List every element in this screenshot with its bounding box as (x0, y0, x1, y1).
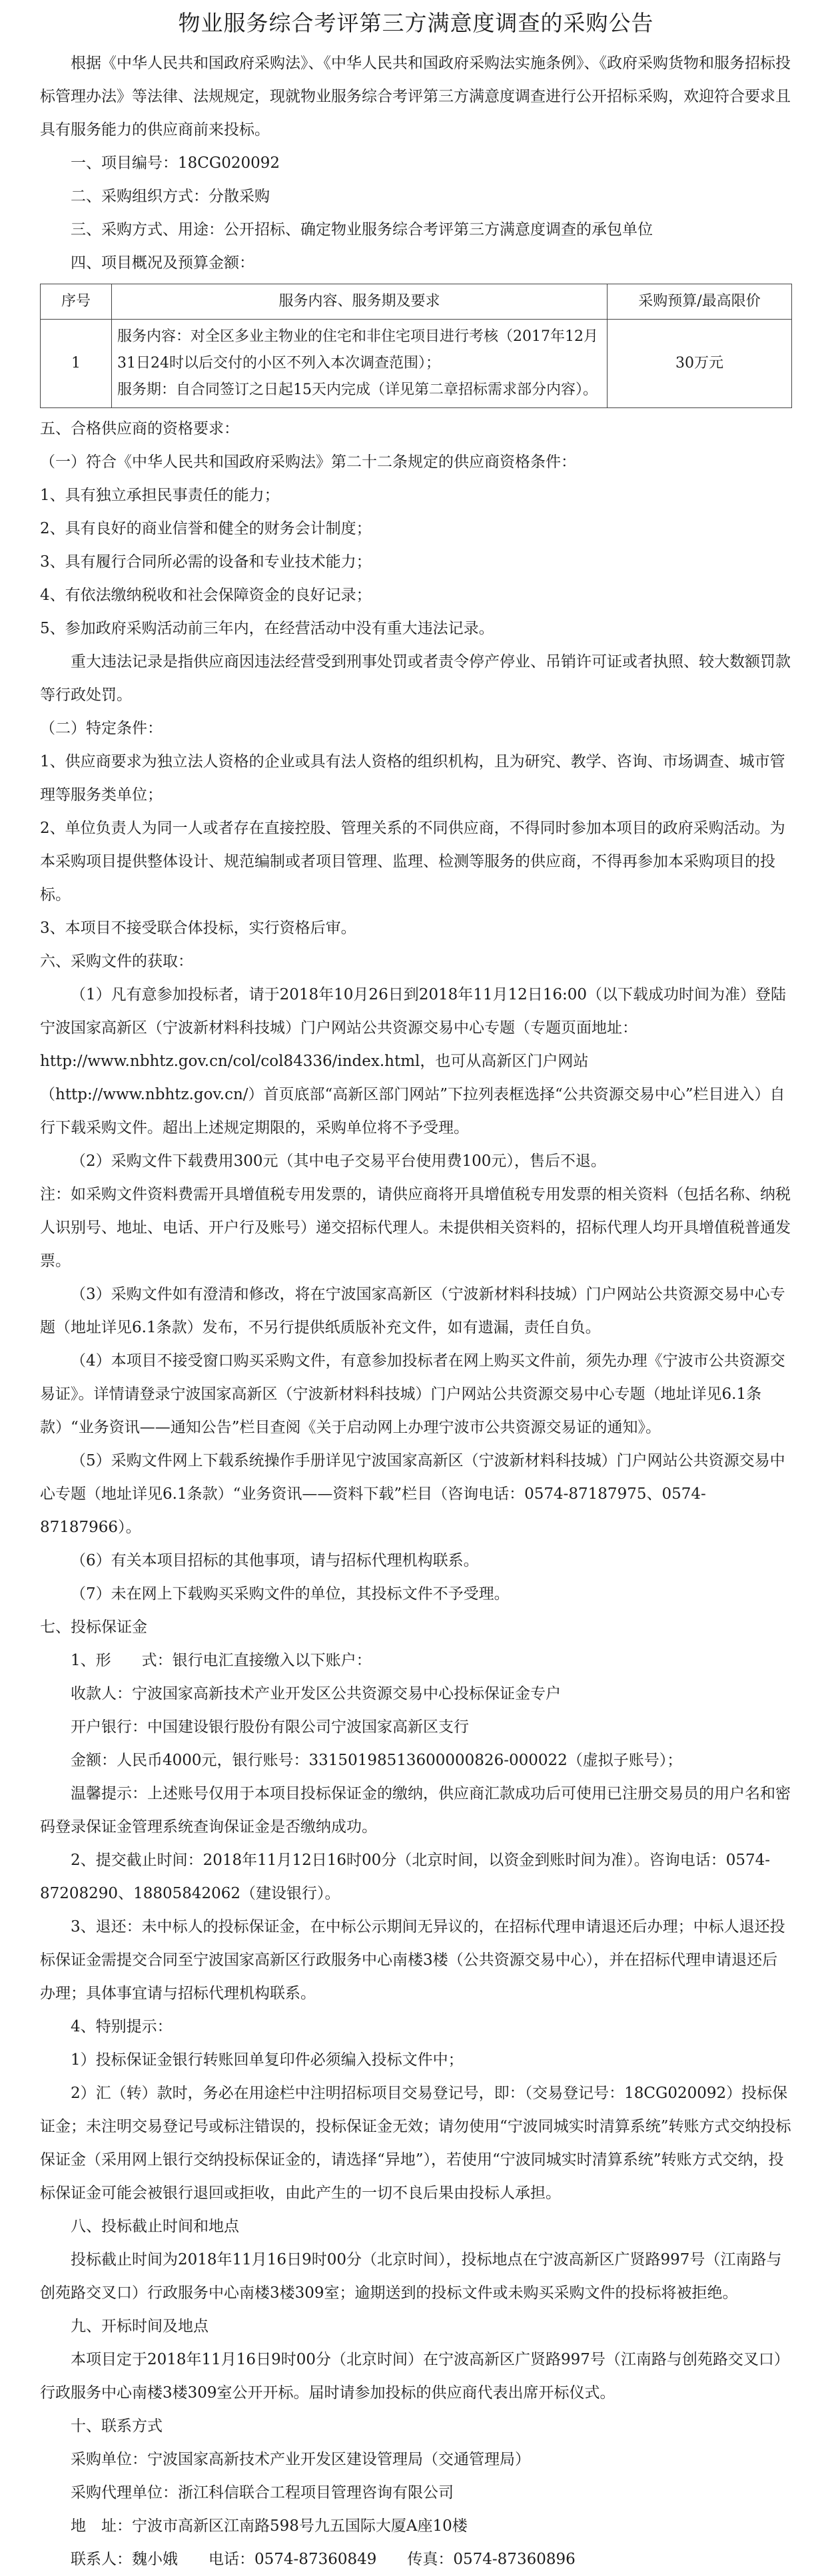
contact-agent: 采购代理单位：浙江科信联合工程项目管理咨询有限公司 (71, 2484, 454, 2501)
list-item: 2、单位负责人为同一人或者存在直接控股、管理关系的不同供应商，不得同时参加本项目的政府采购活动。为本采购项目提供整体设计、规范编制或者项目管理、监理、检测等服务的供应商，不得再参加本采购项目的投标。 (40, 820, 785, 903)
table-cell-seq: 1 (41, 320, 112, 408)
list-item: （4）本项目不接受窗口购买采购文件，有意参加投标者在网上购买文件前，须先办理《宁波市公共资源交易证》。详情请登录宁波国家高新区（宁波新材料科技城）门户网站公共资源交易中心专题（地址详见6.1条款）“业务资讯——通知公告”栏目查阅《关于启动网上办理宁波市公共资源交易证的通知》。 (40, 1352, 785, 1436)
list-item: 1、具有独立承担民事责任的能力； (40, 487, 280, 504)
bond-amount: 金额：人民币4000元，银行账号：33150198513600000826-000022（虚拟子账号）； (71, 1752, 683, 1769)
bond-tip: 温馨提示：上述账号仅用于本项目投标保证金的缴纳，供应商汇款成功后可使用已注册交易员的用户名和密码登录保证金管理系统查询保证金是否缴纳成功。 (40, 1785, 791, 1836)
section-qualification: 五、合格供应商的资格要求： (40, 420, 239, 437)
table-cell-price: 30万元 (608, 320, 792, 408)
section-procurement-organization: 二、采购组织方式：分散采购 (71, 188, 270, 205)
list-item: 2、具有良好的商业信誉和健全的财务会计制度； (40, 520, 372, 537)
list-item: （7）未在网上下载购买采购文件的单位，其投标文件不予受理。 (71, 1585, 510, 1603)
list-item: 2）汇（转）款时，务必在用途栏中注明招标项目交易登记号，即：（交易登记号：18CG020092）投标保证金；未注明交易登记号或标注错误的，投标保证金无效；请勿使用“宁波同城实时清算系统”转账方式交纳投标保证金（采用网上银行交纳投标保证金的，请选择“异地”），若使用“宁波同城实时清算系统”转账方式交纳，投标保证金可能会被银行退回或拒收，由此产生的一切不良后果由投标人承担。 (40, 2085, 791, 2202)
table-header-seq: 序号 (41, 284, 112, 320)
list-item: （6）有关本项目招标的其他事项，请与招标代理机构联系。 (71, 1552, 479, 1569)
table-cell-content-line: 服务期：自合同签订之日起15天内完成（详见第二章招标需求部分内容）。 (117, 382, 598, 398)
contact-purchaser: 采购单位：宁波国家高新技术产业开发区建设管理局（交通管理局） (71, 2451, 530, 2468)
bond-form: 1、形 式：银行电汇直接缴入以下账户： (71, 1652, 372, 1669)
bond-payee: 收款人：宁波国家高新技术产业开发区公共资源交易中心投标保证金专户 (71, 1685, 561, 1702)
section-procurement-method: 三、采购方式、用途：公开招标、确定物业服务综合考评第三方满意度调查的承包单位 (71, 221, 653, 238)
bond-refund: 3、退还：未中标人的投标保证金，在中标公示期间无异议的，在招标代理申请退还后办理；中标人退还投标保证金需提交合同至宁波国家高新区行政服务中心南楼3楼（公共资源交易中心），并在招标代理申请退还后办理；具体事宜请与招标代理机构联系。 (40, 1918, 785, 2002)
section-document-acquisition: 六、采购文件的获取： (40, 953, 193, 970)
note-paragraph: 重大违法记录是指供应商因违法经营受到刑事处罚或者责令停产停业、吊销许可证或者执照、较大数额罚款等行政处罚。 (40, 653, 791, 704)
list-item: 1）投标保证金银行转账回单复印件必须编入投标文件中； (71, 2051, 464, 2069)
subsection-specific-conditions: （二）特定条件： (40, 720, 163, 737)
budget-table (40, 284, 792, 408)
section-project-overview: 四、项目概况及预算金额： (71, 254, 254, 272)
table-row (41, 320, 792, 408)
table-header-row (41, 284, 792, 320)
list-item: （2）采购文件下载费用300元（其中电子交易平台使用费100元），售后不退。 (71, 1153, 606, 1170)
table-cell-content-line: 服务内容：对全区多业主物业的住宅和非住宅项目进行考核（2017年12月31日24时以后交付的小区不列入本次调查范围）； (117, 328, 598, 372)
list-item: 1、供应商要求为独立法人资格的企业或具有法人资格的组织机构，且为研究、教学、咨询、市场调查、城市管理等服务类单位； (40, 753, 785, 804)
table-cell-content (112, 320, 608, 408)
section-bid-bond: 七、投标保证金 (40, 1619, 147, 1636)
section-bid-opening: 九、开标时间及地点 (71, 2318, 208, 2335)
page-title: 物业服务综合考评第三方满意度调查的采购公告 (178, 10, 654, 36)
contact-address: 地 址：宁波市高新区江南路598号九五国际大厦A座10楼 (71, 2517, 468, 2535)
subsection-general-conditions: （一）符合《中华人民共和国政府采购法》第二十二条规定的供应商资格条件： (40, 453, 576, 471)
list-item: 4、有依法缴纳税收和社会保障资金的良好记录； (40, 587, 372, 604)
bond-deadline: 2、提交截止时间：2018年11月12日16时00分（北京时间，以资金到账时间为准）。咨询电话：0574-87208290、18805842062（建设银行）。 (40, 1852, 771, 1902)
list-item: 3、本项目不接受联合体投标，实行资格后审。 (40, 919, 356, 937)
list-item: （5）采购文件网上下载系统操作手册详见宁波国家高新区（宁波新材料科技城）门户网站公共资源交易中心专题（地址详见6.1条款）“业务资讯——资料下载”栏目（咨询电话：0574-87187975、0574-87187966）。 (40, 1452, 785, 1536)
document-body (0, 47, 832, 2576)
bid-opening-text: 本项目定于2018年11月16日9时00分（北京时间）在宁波高新区广贤路997号（江南路与创苑路交叉口）行政服务中心南楼3楼309室公开开标。届时请参加投标的供应商代表出席开标仪式。 (40, 2351, 789, 2402)
list-item: （1）凡有意参加投标者，请于2018年10月26日到2018年11月12日16:00（以下载成功时间为准）登陆宁波国家高新区（宁波新材料科技城）门户网站公共资源交易中心专题（专题页面地址：http://www.nbhtz.gov.cn/col/col84336/index.html，也可从高新区门户网站（http://www.nbhtz.gov.cn/）首页底部“高新区部门网站”下拉列表框选择“公共资源交易中心”栏目进入）自行下载采购文件。超出上述规定期限的，采购单位将不予受理。 (40, 986, 787, 1137)
bond-special-notice: 4、特别提示： (71, 2018, 173, 2035)
intro-paragraph: 根据《中华人民共和国政府采购法》、《中华人民共和国政府采购法实施条例》、《政府采购货物和服务招标投标管理办法》等法律、法规规定，现就物业服务综合考评第三方满意度调查进行公开招标采购，欢迎符合要求且具有服务能力的供应商前来投标。 (40, 55, 791, 138)
list-item: 5、参加政府采购活动前三年内，在经营活动中没有重大违法记录。 (40, 620, 494, 637)
bid-deadline-text: 投标截止时间为2018年11月16日9时00分（北京时间），投标地点在宁波高新区广贤路997号（江南路与创苑路交叉口）行政服务中心南楼3楼309室；逾期送到的投标文件或未购买采购文件的投标将被拒绝。 (40, 2251, 782, 2302)
table-header-content: 服务内容、服务期及要求 (112, 284, 608, 320)
list-item: （3）采购文件如有澄清和修改，将在宁波国家高新区（宁波新材料科技城）门户网站公共资源交易中心专题（地址详见6.1条款）发布，不另行提供纸质版补充文件，如有遗漏，责任自负。 (40, 1286, 785, 1336)
section-project-number: 一、项目编号：18CG020092 (71, 154, 280, 172)
section-contact: 十、联系方式 (71, 2418, 163, 2435)
bond-bank: 开户银行：中国建设银行股份有限公司宁波国家高新区支行 (71, 1718, 469, 1736)
note-paragraph: 注：如采购文件资料费需开具增值税专用发票的，请供应商将开具增值税专用发票的相关资料（包括名称、纳税人识别号、地址、电话、开户行及账号）递交招标代理人。未提供相关资料的，招标代理人均开具增值税普通发票。 (40, 1186, 791, 1270)
section-bid-deadline: 八、投标截止时间和地点 (71, 2218, 239, 2235)
table-header-price: 采购预算/最高限价 (608, 284, 792, 320)
list-item: 3、具有履行合同所必需的设备和专业技术能力； (40, 553, 372, 571)
contact-person: 联系人：魏小娥 电话：0574-87360849 传真：0574-87360896 (71, 2551, 576, 2568)
